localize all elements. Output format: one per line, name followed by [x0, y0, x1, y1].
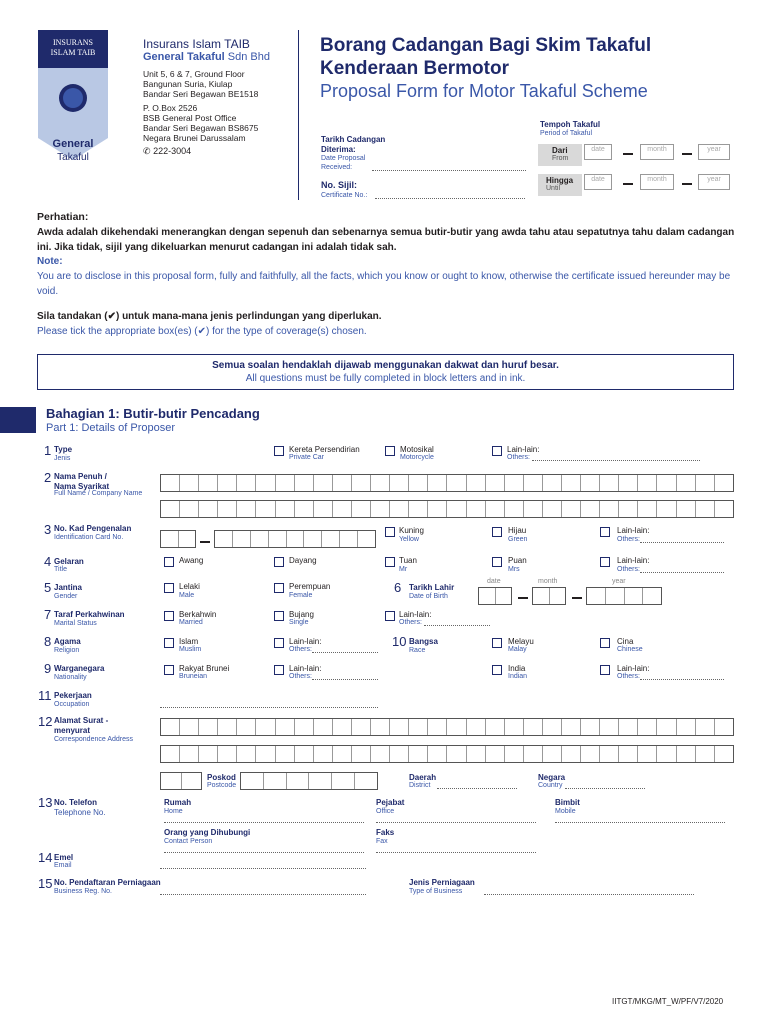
q12-label-en: Correspondence Address [54, 736, 133, 743]
opt-label: Lain-lain: [617, 526, 650, 535]
type-others-checkbox[interactable] [492, 446, 502, 456]
address-grid-2[interactable] [160, 745, 734, 763]
instruction-english: All questions must be fully completed in block letters and in ink. [245, 373, 526, 384]
section-title: Bahagian 1: Butir-butir Pencadang [46, 406, 260, 421]
private-car-checkbox[interactable] [274, 446, 284, 456]
placeholder-year: year [707, 146, 721, 153]
contact-label: Orang yang Dihubungi [164, 828, 251, 837]
cert-field[interactable] [375, 198, 525, 199]
opt-label: Dayang [289, 556, 317, 565]
company-name: Insurans Islam TAIB [143, 37, 250, 51]
dash [623, 153, 633, 155]
race-others-field[interactable] [640, 679, 724, 680]
dob-date-hint: date [487, 578, 501, 585]
company-sub-rest: Sdn Bhd [227, 51, 270, 63]
q11-label-en: Occupation [54, 701, 90, 708]
race-indian-checkbox[interactable] [492, 665, 502, 675]
country-field[interactable] [565, 788, 645, 789]
shield-line1: General [52, 138, 94, 150]
period-label-en: Period of Takaful [540, 130, 593, 137]
company-postal [143, 103, 258, 143]
opt-label-en: Others: [399, 619, 422, 626]
phone-icon: ✆ [143, 146, 151, 156]
opt-label-en: Others: [507, 454, 530, 461]
received-l1: Tarikh Cadangan [321, 135, 386, 144]
company-phone [143, 146, 191, 157]
received-field[interactable] [372, 170, 526, 171]
title-mrs-checkbox[interactable] [492, 557, 502, 567]
country-label: Negara [538, 773, 566, 782]
opt-label-en: Married [179, 619, 203, 626]
notice-heading: Perhatian: [37, 211, 89, 223]
marital-married-checkbox[interactable] [164, 611, 174, 621]
mobile-phone-field[interactable] [555, 822, 725, 823]
mobile-label: Bimbit [555, 798, 580, 807]
business-type-label-en: Type of Business [409, 888, 463, 895]
phone-number: 222-3004 [153, 146, 192, 156]
fax-field[interactable] [376, 852, 536, 853]
postcode-label: Poskod [207, 773, 236, 782]
opt-label: Lain-lain: [617, 664, 650, 673]
opt-label-en: Mrs [508, 566, 520, 573]
q10-label: Bangsa [409, 637, 438, 646]
race-malay-checkbox[interactable] [492, 638, 502, 648]
address-grid-1[interactable] [160, 718, 734, 736]
gender-male-checkbox[interactable] [164, 583, 174, 593]
opt-label: Rakyat Brunei [179, 664, 230, 673]
opt-label-en: Motorcycle [400, 454, 434, 461]
q2-l2: Nama Syarikat [54, 482, 110, 491]
marital-others-field[interactable] [424, 625, 490, 626]
form-code: IITGT/MKG/MT_W/PF/V7/2020 [612, 997, 724, 1006]
placeholder-year: year [707, 176, 721, 183]
section-marker [0, 407, 36, 433]
district-label: Daerah [409, 773, 437, 782]
opt-label-en: Malay [508, 646, 527, 653]
form-title-english: Proposal Form for Motor Takaful Scheme [320, 81, 648, 101]
type-others-field[interactable] [532, 460, 700, 461]
business-type-field[interactable] [484, 894, 694, 895]
from-month-field[interactable] [640, 144, 674, 160]
ic-others-checkbox[interactable] [600, 527, 610, 537]
q14-number: 14 [38, 850, 53, 865]
opt-label: Lelaki [179, 582, 200, 591]
q11-label: Pekerjaan [54, 691, 92, 700]
opt-label: Kuning [399, 526, 424, 535]
dob-year-field[interactable] [586, 587, 662, 605]
tick-malay-b: ) untuk mana-mana jenis perlindungan yang diperlukan. [115, 311, 382, 322]
addr3: Bandar Seri Begawan BE1518 [143, 89, 259, 99]
q8-label-en: Religion [54, 647, 80, 654]
q4-label-en: Title [54, 566, 67, 573]
opt-label-en: Mr [399, 566, 408, 573]
contact-label-en: Contact Person [164, 838, 213, 845]
gender-female-checkbox[interactable] [274, 583, 284, 593]
q5-number: 5 [44, 580, 52, 595]
contact-person-field[interactable] [164, 852, 364, 853]
title-awang-checkbox[interactable] [164, 557, 174, 567]
header-divider [298, 30, 299, 200]
postcode-grid-b[interactable] [240, 772, 378, 790]
q9-label: Warganegara [54, 664, 105, 673]
office-phone-field[interactable] [376, 822, 536, 823]
q15-number: 15 [38, 876, 53, 891]
tick-malay [37, 311, 382, 322]
from-box [538, 144, 582, 166]
opt-label-en: Bruneian [179, 673, 208, 680]
dob-year-hint: year [612, 578, 626, 585]
fax-label: Faks [376, 828, 395, 837]
title-dayang-checkbox[interactable] [274, 557, 284, 567]
q9-label-en: Nationality [54, 674, 87, 681]
q2-l1: Nama Penuh / [54, 472, 107, 481]
q2-number: 2 [44, 470, 52, 485]
opt-label: Motosikal [400, 445, 434, 454]
company-sub [143, 51, 270, 63]
until-month-field[interactable] [640, 174, 674, 190]
marital-others-checkbox[interactable] [385, 611, 395, 621]
religion-others-field[interactable] [312, 652, 378, 653]
race-others-checkbox[interactable] [600, 665, 610, 675]
from-label: Dari [552, 146, 568, 155]
opt-label-en: Single [289, 619, 309, 626]
dash [682, 183, 692, 185]
opt-label: Lain-lain: [507, 445, 540, 454]
until-date-field[interactable] [584, 174, 612, 190]
q3-label-en: Identification Card No. [54, 534, 124, 541]
opt-label: Perempuan [289, 582, 331, 591]
q3-number: 3 [44, 522, 52, 537]
dash [623, 183, 633, 185]
tick-english [37, 326, 367, 337]
name-grid-2[interactable] [160, 500, 734, 518]
q13-label: No. Telefon [54, 798, 97, 807]
opt-label: Berkahwin [179, 610, 217, 619]
q15-label: No. Pendaftaran Perniagaan [54, 878, 161, 887]
title-others-checkbox[interactable] [600, 557, 610, 567]
opt-label-en: Others: [617, 566, 640, 573]
q12-label [54, 716, 108, 736]
placeholder-date: date [591, 176, 605, 183]
cert-label-en: Certificate No.: [321, 192, 368, 199]
q14-label-en: Email [54, 862, 72, 869]
until-year-field[interactable] [698, 174, 730, 190]
q5-label: Jantina [54, 583, 83, 592]
home-label-en: Home [164, 808, 183, 815]
q12-l1: Alamat Surat - [54, 716, 109, 725]
dash [572, 597, 582, 599]
dash [682, 153, 692, 155]
opt-label-en: Green [508, 536, 528, 543]
from-year-field[interactable] [698, 144, 730, 160]
opt-label: Lain-lain: [617, 556, 650, 565]
received-label-en [321, 154, 365, 172]
company-address [143, 69, 258, 99]
q7-label: Taraf Perkahwinan [54, 610, 125, 619]
country-label-en: Country [538, 782, 563, 789]
business-reg-field[interactable] [160, 894, 366, 895]
check-icon: ✔ [197, 326, 207, 337]
opt-label-en: Others: [617, 673, 640, 680]
q12-l2: menyurat [54, 726, 91, 735]
opt-label: Awang [179, 556, 204, 565]
q6-number: 6 [394, 580, 402, 595]
check-icon: ✔ [107, 311, 116, 322]
q4-number: 4 [44, 554, 52, 569]
opt-label: Cina [617, 637, 634, 646]
from-date-field[interactable] [584, 144, 612, 160]
q13-label-en: Telephone No. [54, 808, 106, 817]
opt-label: India [508, 664, 526, 673]
dash [200, 541, 210, 543]
ic-grid-a[interactable] [160, 530, 196, 548]
q5-label-en: Gender [54, 593, 78, 600]
opt-label: Tuan [399, 556, 417, 565]
addr2: Bangunan Suria, Kiulap [143, 79, 233, 89]
title-mr-checkbox[interactable] [385, 557, 395, 567]
logo-line2: ISLAM TAIB [50, 48, 96, 57]
district-field[interactable] [437, 788, 517, 789]
period-label: Tempoh Takaful [540, 120, 601, 129]
ic-others-field[interactable] [640, 542, 724, 543]
fax-label-en: Fax [376, 838, 388, 845]
post2: Bandar Seri Begawan BS8675 [143, 123, 259, 133]
title-line1: Borang Cadangan Bagi Skim Takaful [320, 35, 652, 56]
district-label-en: District [409, 782, 431, 789]
q1-label-en: Jenis [54, 455, 71, 462]
race-chinese-checkbox[interactable] [600, 638, 610, 648]
q8-number: 8 [44, 634, 52, 649]
ic-grid-b[interactable] [214, 530, 376, 548]
mobile-label-en: Mobile [555, 808, 576, 815]
instruction-malay: Semua soalan hendaklah dijawab menggunakan dakwat dan huruf besar. [212, 360, 559, 371]
q15-label-en: Business Reg. No. [54, 888, 112, 895]
religion-muslim-checkbox[interactable] [164, 638, 174, 648]
dash [518, 597, 528, 599]
title-line2: Kenderaan Bermotor [320, 58, 509, 79]
home-phone-field[interactable] [164, 822, 364, 823]
q13-number: 13 [38, 795, 53, 810]
opt-label-en: Private Car [289, 454, 325, 461]
opt-label-en: Female [289, 592, 313, 599]
opt-label: Bujang [289, 610, 314, 619]
email-field[interactable] [160, 868, 366, 869]
q2-label-en: Full Name / Company Name [54, 490, 143, 497]
section-subtitle: Part 1: Details of Proposer [46, 422, 176, 434]
placeholder-date: date [591, 146, 605, 153]
dob-month-field[interactable] [532, 587, 566, 605]
placeholder-month: month [647, 176, 667, 183]
opt-label-en: Chinese [617, 646, 643, 653]
q1-number: 1 [44, 443, 52, 458]
opt-label: Lain-lain: [289, 637, 322, 646]
opt-label: Hijau [508, 526, 527, 535]
occupation-field[interactable] [160, 707, 378, 708]
company-sub-bold: General Takaful [143, 51, 225, 63]
religion-others-checkbox[interactable] [274, 638, 284, 648]
ic-green-checkbox[interactable] [492, 527, 502, 537]
opt-label-en: Male [179, 592, 195, 599]
office-label-en: Office [376, 808, 395, 815]
q9-number: 9 [44, 661, 52, 676]
office-label: Pejabat [376, 798, 405, 807]
addr1: Unit 5, 6 & 7, Ground Floor [143, 69, 245, 79]
q2-label [54, 472, 109, 492]
marital-single-checkbox[interactable] [274, 611, 284, 621]
q10-number: 10 [392, 634, 407, 649]
until-box [538, 174, 582, 196]
q7-label-en: Marital Status [54, 620, 97, 627]
post1: BSB General Post Office [143, 113, 237, 123]
opt-label: Lain-lain: [289, 664, 322, 673]
dob-date-field[interactable] [478, 587, 512, 605]
opt-label-en: Others: [289, 646, 312, 653]
pobox: P. O.Box 2526 [143, 103, 198, 113]
q1-label: Type [54, 445, 73, 454]
dob-month-hint: month [538, 578, 558, 585]
home-label: Rumah [164, 798, 192, 807]
opt-label-en: Indian [508, 673, 528, 680]
opt-label: Puan [508, 556, 527, 565]
business-type-label: Jenis Perniagaan [409, 878, 475, 887]
q4-label: Gelaran [54, 557, 84, 566]
opt-label: Islam [179, 637, 199, 646]
logo-line1: INSURANS [52, 38, 93, 47]
nationality-others-checkbox[interactable] [274, 665, 284, 675]
instruction-box [37, 354, 734, 390]
q14-label: Emel [54, 853, 74, 862]
received-e2: Received: [321, 164, 353, 171]
nationality-brunei-checkbox[interactable] [164, 665, 174, 675]
company-logo [38, 30, 108, 163]
placeholder-month: month [647, 146, 667, 153]
cert-label: No. Sijil: [321, 180, 357, 190]
q6-label-en: Date of Birth [409, 593, 448, 600]
postcode-label-en: Postcode [207, 782, 237, 789]
opt-label-en: Muslim [179, 646, 202, 653]
tick-malay-a: Sila tandakan ( [37, 311, 108, 322]
title-others-field[interactable] [640, 572, 724, 573]
name-grid-1[interactable] [160, 474, 734, 492]
until-label-en: Until [546, 185, 561, 192]
opt-label-en: Others: [617, 536, 640, 543]
q11-number: 11 [38, 688, 52, 703]
q12-number: 12 [38, 714, 53, 729]
opt-label-en: Others: [289, 673, 312, 680]
ic-yellow-checkbox[interactable] [385, 527, 395, 537]
form-title [320, 34, 651, 80]
received-label [321, 135, 385, 155]
post3: Negara Brunei Darussalam [143, 133, 246, 143]
opt-label-en: Yellow [399, 536, 419, 543]
tick-english-b: ) for the type of coverage(s) chosen. [206, 326, 367, 337]
until-label: Hingga [546, 176, 574, 185]
q8-label: Agama [54, 637, 81, 646]
q6-label: Tarikh Lahir [409, 583, 455, 592]
tick-english-a: Please tick the appropriate box(es) ( [37, 326, 198, 337]
motorcycle-checkbox[interactable] [385, 446, 395, 456]
opt-label: Melayu [508, 637, 534, 646]
q7-number: 7 [44, 607, 52, 622]
shield-line2: Takaful [57, 152, 89, 163]
received-e1: Date Proposal [321, 155, 366, 162]
notice-english: You are to disclose in this proposal form, fully and faithfully, all the facts, which you know or ought to know, otherwise the certificate issued hereunder may be void. [37, 271, 731, 297]
nationality-others-field[interactable] [312, 679, 378, 680]
notice-note: Note: [37, 256, 63, 267]
received-l2: Diterima: [321, 145, 356, 154]
q3-label: No. Kad Pengenalan [54, 524, 132, 533]
opt-label: Kereta Persendirian [289, 445, 360, 454]
from-label-en: From [552, 155, 569, 162]
opt-label: Lain-lain: [399, 610, 432, 619]
q10-label-en: Race [409, 647, 426, 654]
postcode-grid[interactable] [160, 772, 202, 790]
notice-malay: Awda adalah dikehendaki menerangkan dengan sepenuh dan sebenarnya semua butir-butir yang awda tahu atau sepatutnya tahu dalam cadangan ini. Jika tidak, sijil yang dikeluarkan menurut cadangan ini adalah tidak sah. [37, 227, 735, 253]
